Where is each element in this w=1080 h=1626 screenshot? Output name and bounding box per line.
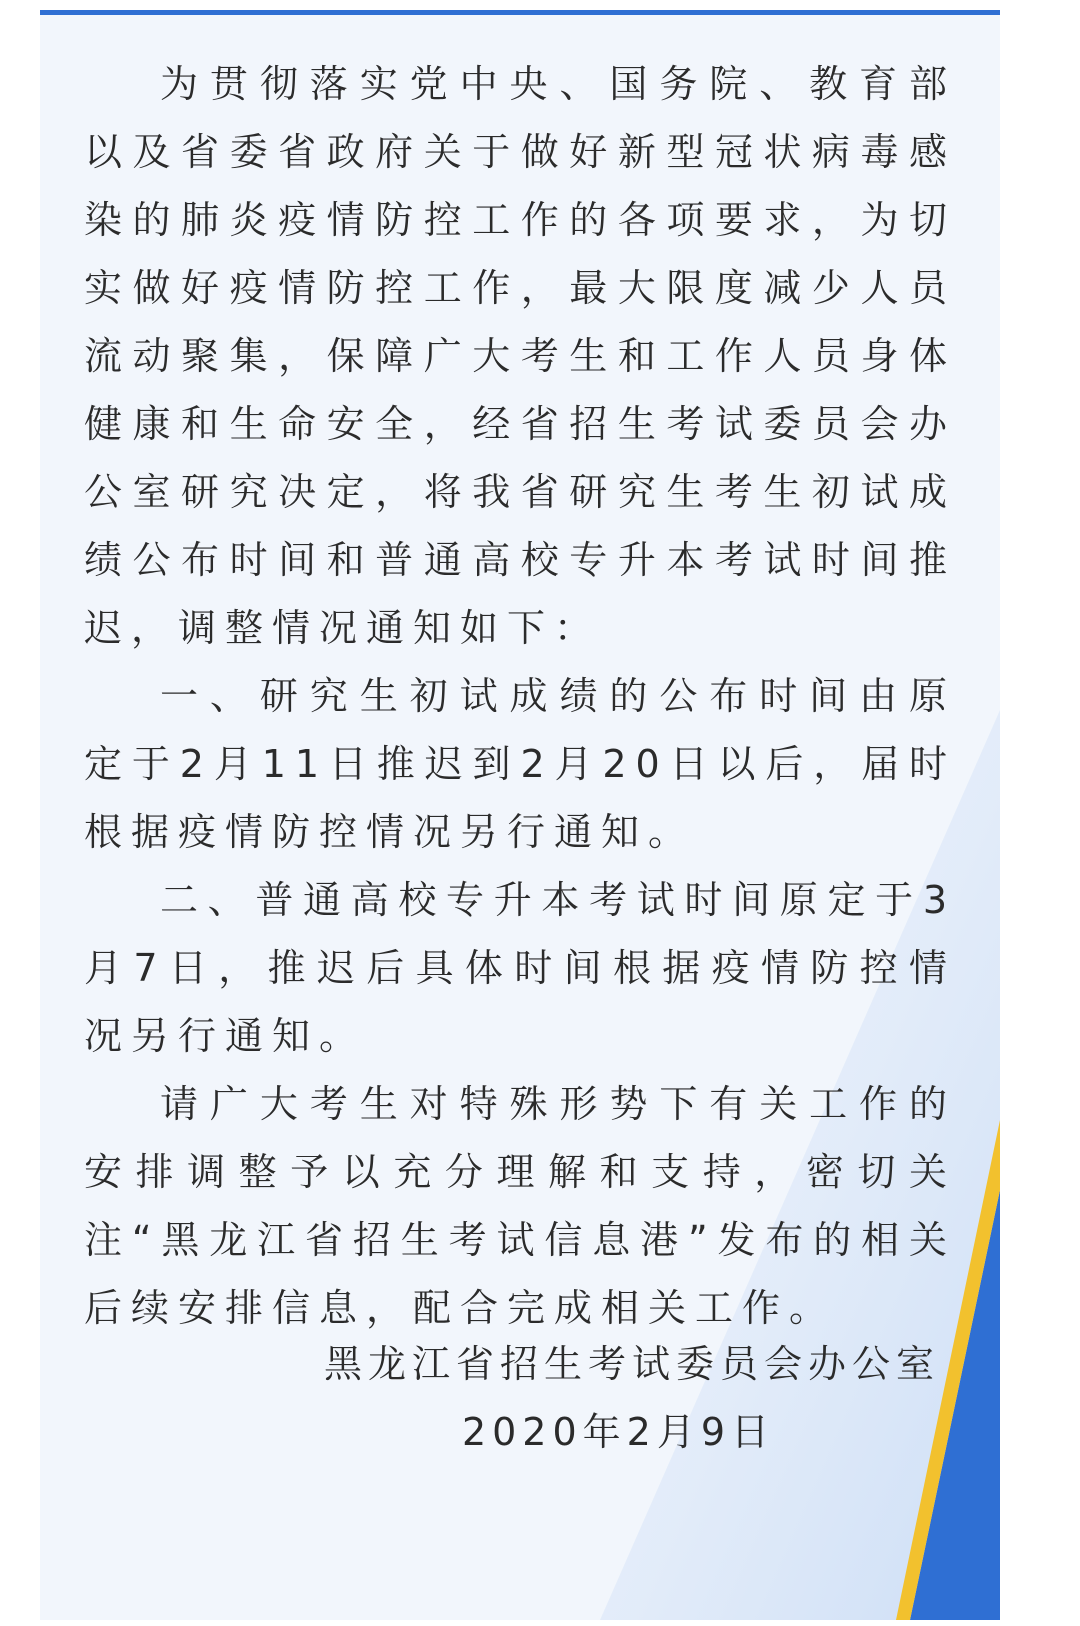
signature-block <box>320 1330 940 1466</box>
paragraph-closing: 请广大考生对特殊形势下有关工作的安排调整予以充分理解和支持，密切关注“黑龙江省招生考试信息港”发布的相关后续安排信息，配合完成相关工作。 <box>84 1082 956 1330</box>
paragraph-item-2: 二、普通高校专升本考试时间原定于3月7日，推迟后具体时间根据疫情防控情况另行通知。 <box>84 878 956 1058</box>
paragraph-intro: 为贯彻落实党中央、国务院、教育部以及省委省政府关于做好新型冠状病毒感染的肺炎疫情防控工作的各项要求，为切实做好疫情防控工作，最大限度减少人员流动聚集，保障广大考生和工作人员身体健康和生命安全，经省招生考试委员会办公室研究决定，将我省研究生考生初试成绩公布时间和普通高校专升本考试时间推迟，调整情况通知如下： <box>84 62 956 650</box>
signature-date: 2020年2月9日 <box>461 1410 775 1454</box>
signature-organization: 黑龙江省招生考试委员会办公室 <box>323 1342 940 1386</box>
notice-body <box>84 50 956 1342</box>
notice-page <box>40 10 1000 1620</box>
top-accent-line <box>40 10 1000 15</box>
paragraph-item-1: 一、研究生初试成绩的公布时间由原定于2月11日推迟到2月20日以后，届时根据疫情防控情况另行通知。 <box>84 674 956 854</box>
